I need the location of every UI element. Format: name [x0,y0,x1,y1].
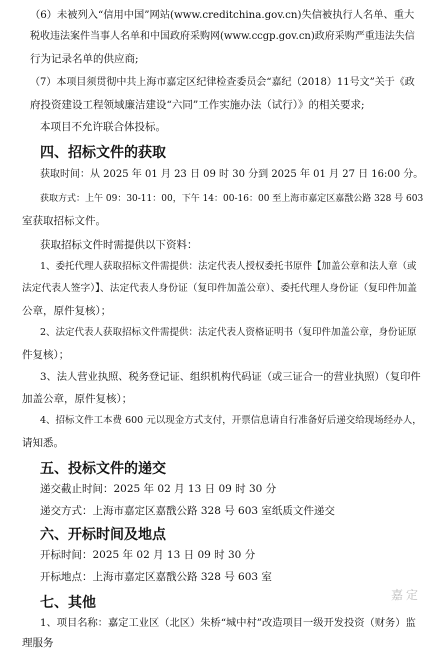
body-line: 理服务 [22,637,54,649]
body-line: 加盖公章，原件复核）； [22,393,133,405]
body-line: （7）本项目须贯彻中共上海市嘉定区纪律检查委员会“嘉纪（2018）11号文”关于《政 [30,77,415,88]
body-line: 2、法定代表人获取招标文件需提供：法定代表人资格证明书（复印件加盖公章，身份证原 [40,327,417,338]
body-line: 本项目不允许联合体投标。 [40,121,166,133]
body-line: 法定代表人签字）】、法定代表人身份证（复印件加盖公章）、委托代理人身份证（复印件加盖 [22,283,417,294]
body-line: 件复核）； [22,349,70,361]
watermark: 嘉定 [390,588,421,602]
body-line: 府投资建设工程领域廉洁建设“六同”工作实施办法（试行）》的相关要求; [30,99,365,111]
section-heading: 七、其他 [40,595,96,611]
body-line: 获取招标文件时需提供以下资料： [40,239,198,251]
body-line: 4、招标文件工本费 600 元以现金方式支付，开票信息请自行准备好后递交给现场经办人， [40,415,422,426]
body-line: 公章，原件复核）； [22,305,112,317]
body-line: 获取时间：从 2025 年 01 月 23 日 09 时 30 分到 2025 年 01 月 27 日 16:00 分。 [40,169,424,180]
body-line: 室获取招标文件。 [22,215,106,227]
section-heading: 四、招标文件的获取 [40,145,166,161]
body-line: 开标地点：上海市嘉定区嘉戬公路 328 号 603 室 [40,571,272,583]
body-line: 递交截止时间：2025 年 02 月 13 日 09 时 30 分 [40,483,277,495]
body-line: 1、委托代理人获取招标文件需提供：法定代表人授权委托书原件【加盖公章和法人章（或 [40,261,417,272]
body-line: 3、法人营业执照、税务登记证、组织机构代码证（或三证合一的营业执照）（复印件 [40,371,421,383]
body-line: 开标时间：2025 年 02 月 13 日 09 时 30 分 [40,549,256,561]
body-line: 递交方式：上海市嘉定区嘉戬公路 328 号 603 室纸质文件递交 [40,505,335,517]
body-line: 请知悉。 [22,437,64,449]
body-line: 税收违法案件当事人名单和中国政府采购网(www.ccgp.gov.cn)政府采购严重违法失信 [30,31,415,42]
body-line: 1、项目名称：嘉定工业区（北区）朱桥“城中村”改造项目一级开发投资（财务）监 [40,617,416,629]
section-heading: 六、开标时间及地点 [40,527,166,543]
body-line: （6）未被列入“信用中国”网站(www.creditchina.gov.cn)失信被执行人名单、重大 [30,9,415,21]
section-heading: 五、投标文件的递交 [40,461,166,477]
body-line: 获取方式：上午 09：30-11：00，下午 14：00-16：00 至上海市嘉定区嘉戬公路 328 号 603 [40,194,424,204]
body-line: 行为记录名单的供应商; [30,53,139,65]
